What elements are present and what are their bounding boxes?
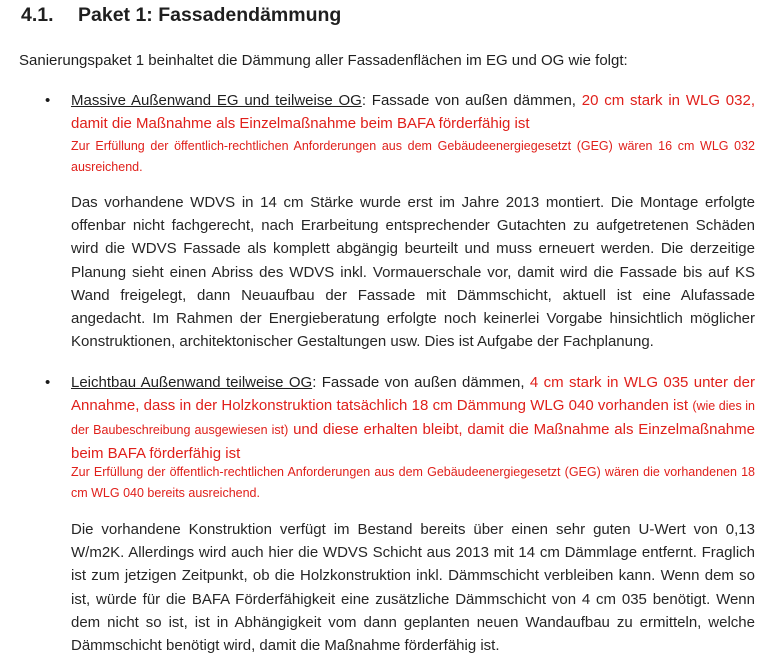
section-number: 4.1.: [21, 4, 54, 26]
item-2-colon: :: [312, 374, 317, 391]
intro-text: Sanierungspaket 1 beinhaltet die Dämmung aller Fassadenflächen im EG und OG wie folgt:: [19, 52, 628, 69]
bullet-2: •: [45, 374, 51, 391]
section-title: Paket 1: Fassadendämmung: [78, 4, 342, 26]
item-2-red-text-end: und diese erhalten bleibt, damit die Maßnahme als Einzelmaßnahme beim BAFA förderfähig ist: [71, 421, 755, 462]
item-1-text: Fassade von außen dämmen,: [365, 92, 582, 109]
item-2-paragraph: Die vorhandene Konstruktion verfügt im Bestand bereits über einen sehr guten U-Wert von 0,13 W/m2K. Allerdings wird auch hier die WDVS Schicht aus 2013 mit 14 cm Dämmlage entfernt. Fraglich ist zum jetzigen Zeitpunkt, ob die Holzkonstruktion inkl. Dämmschicht verbleiben kann. Wenn dem so ist, würde für die BAFA Förderfähigkeit eine zusätzliche Dämmschicht von 4 cm 035 benötigt. Wenn dem nicht so ist, ist in Abhängigkeit vom dann geplanten neuen Wandaufbau zu ermitteln, welche Dämmschicht benötigt wird, damit die Maßnahme förderfähig ist.: [71, 521, 755, 655]
section-heading: [21, 4, 341, 27]
item-2-text: Fassade von außen dämmen,: [316, 374, 530, 391]
item-1-lead: [71, 89, 755, 135]
item-2-note: Zur Erfüllung der öffentlich-rechtlichen Anforderungen aus dem Gebäudeenergiegesetzt (GEG) wären die vorhandenen 18 cm WLG 040 bereits ausreichend.: [71, 465, 755, 500]
item-1-label: Massive Außenwand EG und teilweise OG: [71, 92, 362, 109]
item-2-red-text: 4 cm stark in WLG 035 unter der Annahme, dass in der Holzkonstruktion tatsächlich 18 cm Dämmung WLG 040 vorhanden ist: [71, 374, 755, 414]
bullet-1: •: [45, 92, 51, 109]
item-1-colon: :: [361, 92, 366, 109]
item-2-lead: [71, 371, 755, 465]
item-2-red-small-text: (wie dies in der Baubeschreibung ausgewiesen ist): [71, 399, 755, 437]
item-1-note: Zur Erfüllung der öffentlich-rechtlichen Anforderungen aus dem Gebäudeenergiegesetzt (GEG) wären 16 cm WLG 032 ausreichend.: [71, 139, 755, 174]
item-1-red-text: 20 cm stark in WLG 032, damit die Maßnahme als Einzelmaßnahme beim BAFA förderfähig ist: [71, 92, 755, 132]
item-2-label: Leichtbau Außenwand teilweise OG: [71, 374, 313, 391]
item-1-paragraph: Das vorhandene WDVS in 14 cm Stärke wurde erst im Jahre 2013 montiert. Die Montage erfolgte offenbar nicht fachgerecht, nach Erarbeitung entsprechender Gutachten zu aufgetretenen Schäden wird die WDVS Fassade als komplett abgängig beurteilt und muss erneuert werden. Die derzeitige Planung sieht einen Abriss des WDVS inkl. Vormauerschale vor, damit wird die Fassade bis auf KS Wand freigelegt, dann Neuaufbau der Fassade mit Dämmschicht, aktuell ist eine Alufassade angedacht. Im Rahmen der Energieberatung erfolgte noch keinerlei Vorgabe hinsichtlich möglicher Konstruktionen, architektonischer Gestaltungen usw. Dies ist Aufgabe der Fachplanung.: [71, 194, 755, 351]
